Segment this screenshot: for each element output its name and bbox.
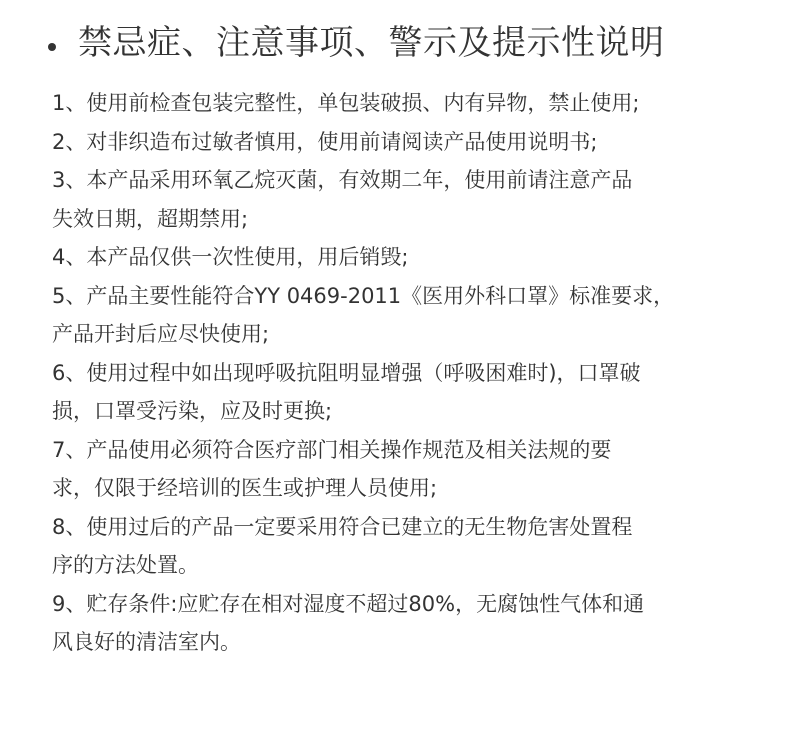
section-heading — [48, 14, 665, 72]
bullet-dot-icon — [48, 43, 56, 51]
text-line: 7、产品使用必须符合医疗部门相关操作规范及相关法规的要 — [52, 437, 612, 462]
text-line: 求，仅限于经培训的医生或护理人员使用; — [52, 476, 438, 500]
heading-text: 禁忌症、注意事项、警示及提示性说明 — [78, 23, 665, 63]
text-line: 风良好的清洁室内。 — [52, 630, 241, 654]
text-line: 1、使用前检查包装完整性，单包装破损、内有异物，禁止使用; — [52, 91, 640, 115]
text-line: 序的方法处置。 — [52, 553, 199, 577]
text-line: 2、对非织造布过敏者慎用，使用前请阅读产品使用说明书; — [52, 129, 598, 154]
text-line: 6、使用过程中如出现呼吸抗阻明显增强（呼吸困难时)，口罩破 — [52, 360, 641, 385]
text-line: 失效日期，超期禁用; — [52, 206, 249, 231]
text-line: 产品开封后应尽快使用; — [52, 322, 270, 346]
text-line: 9、贮存条件:应贮存在相对湿度不超过80%，无腐蚀性气体和通 — [52, 591, 645, 616]
text-line: 3、本产品采用环氧乙烷灭菌，有效期二年，使用前请注意产品 — [52, 168, 633, 192]
instructions-text — [52, 84, 752, 662]
text-line: 8、使用过后的产品一定要采用符合已建立的无生物危害处置程 — [52, 514, 633, 539]
text-line: 损，口罩受污染，应及时更换; — [52, 399, 333, 423]
text-line: 4、本产品仅供一次性使用，用后销毁; — [52, 245, 409, 269]
text-line: 5、产品主要性能符合YY 0469-2011《医用外科口罩》标准要求， — [52, 283, 675, 308]
